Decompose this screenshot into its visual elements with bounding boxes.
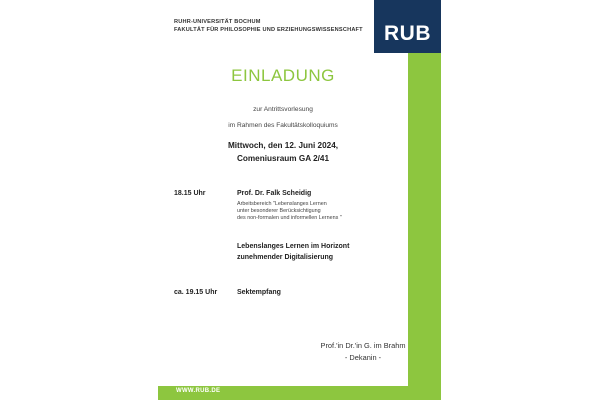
lecture-topic — [237, 241, 349, 263]
description-line-3: des non-formalen und informellen Lernens " — [237, 215, 342, 221]
description-line-1: Arbeitsbereich "Lebenslanges Lernen — [237, 201, 327, 207]
page-title: EINLADUNG — [231, 66, 335, 85]
reception-label: Sektempfang — [237, 289, 281, 296]
faculty-name: FAKULTÄT FÜR PHILOSOPHIE UND ERZIEHUNGSWISSENSCHAFT — [174, 27, 363, 33]
university-name: RUHR-UNIVERSITÄT BOCHUM — [174, 19, 261, 25]
program-time-2: ca. 19.15 Uhr — [174, 289, 218, 296]
topic-line-2: zunehmender Digitalisierung — [237, 254, 334, 261]
program-time-1: 18.15 Uhr — [174, 190, 206, 197]
speaker-name: Prof. Dr. Falk Scheidig — [237, 190, 312, 197]
event-room: Comeniusraum GA 2/41 — [236, 154, 330, 163]
signature-role: - Dekanin - — [344, 353, 382, 362]
speaker-description — [237, 201, 342, 222]
event-date: Mittwoch, den 12. Juni 2024, — [227, 141, 339, 150]
description-line-2: unter besonderer Berücksichtigung — [237, 208, 321, 214]
logo-text: RUB — [384, 21, 431, 45]
signature-name: Prof.'in Dr.'in G. im Brahm — [320, 341, 406, 350]
subtitle-line-2: im Rahmen des Fakultätskolloquiums — [228, 122, 338, 129]
topic-line-1: Lebenslanges Lernen im Horizont — [237, 243, 350, 250]
subtitle-line-1: zur Antrittsvorlesung — [253, 106, 313, 113]
rub-logo — [374, 0, 441, 53]
university-header — [174, 18, 363, 34]
footer-url: WWW.RUB.DE — [176, 388, 221, 394]
